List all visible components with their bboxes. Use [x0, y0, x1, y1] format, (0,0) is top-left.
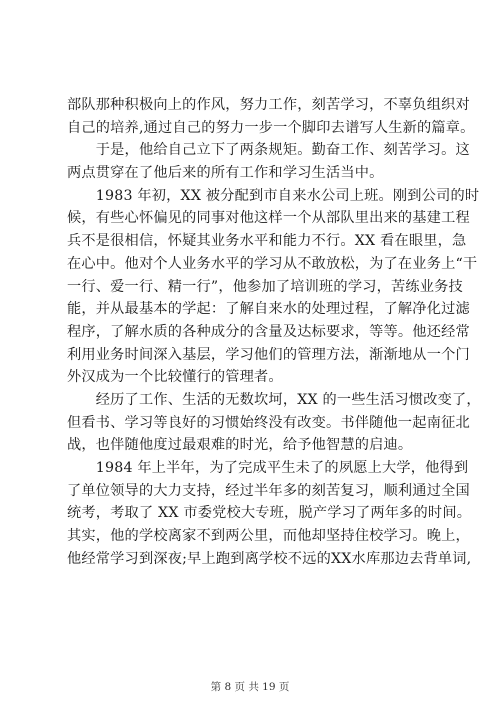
body-text — [67, 94, 481, 570]
text-line: 了单位领导的大力支持，经过半年多的刻苦复习，顺利通过全国 — [67, 482, 470, 499]
text-line: 两点贯穿在了他后来的所有工作和学习生活当中。 — [67, 165, 384, 182]
text-line: 经历了工作、生活的无数坎坷，XX 的一些生活习惯改变了， — [67, 391, 481, 408]
text-line: 他经常学习到深夜;早上跑到离学校不远的XX水库那边去背单词, — [67, 550, 472, 567]
text-line: 其实，他的学校离家不到两公里，而他却坚持住校学习。晚上， — [67, 528, 470, 545]
text-line: 外汉成为一个比较懂行的管理者。 — [67, 369, 283, 386]
text-line: 兵不是很相信，怀疑其业务水平和能力不行。XX 看在眼里，急 — [67, 233, 467, 250]
text-line: 但看书、学习等良好的习惯始终没有改变。书伴随他一起南征北 — [67, 414, 470, 431]
text-line: 统考，考取了 XX 市委党校大专班，脱产学习了两年多的时间。 — [67, 505, 472, 522]
text-line: 能，并从最基本的学起：了解自来水的处理过程，了解净化过滤 — [67, 301, 470, 318]
text-line: 候，有些心怀偏见的同事对他这样一个从部队里出来的基建工程 — [67, 210, 470, 227]
text-line: 部队那种积极向上的作风，努力工作，刻苦学习，不辜负组织对 — [67, 97, 470, 113]
text-line: 利用业务时间深入基层，学习他们的管理方法，渐渐地从一个门 — [67, 346, 470, 363]
page-number-footer: 第 8 页 共 19 页 — [210, 681, 290, 693]
text-line: 1983 年初，XX 被分配到市自来水公司上班。刚到公司的时 — [67, 187, 480, 204]
text-line: 一行、爱一行、精一行”，他参加了培训班的学习，苦练业务技 — [67, 278, 463, 295]
text-line: 自己的培养,通过自己的努力一步一个脚印去谱写人生新的篇章。 — [67, 119, 475, 136]
text-line: 战，也伴随他度过最艰难的时光，给予他智慧的启迪。 — [67, 437, 413, 454]
text-line: 程序，了解水质的各种成分的含量及达标要求，等等。他还经常 — [67, 323, 470, 340]
text-line: 于是，他给自己立下了两条规矩。勤奋工作、刻苦学习。这 — [67, 142, 470, 159]
text-line: 在心中。他对个人业务水平的学习从不敢放松，为了在业务上“干 — [67, 255, 478, 272]
text-line: 1984 年上半年，为了完成平生未了的夙愿上大学，他得到 — [67, 460, 469, 476]
